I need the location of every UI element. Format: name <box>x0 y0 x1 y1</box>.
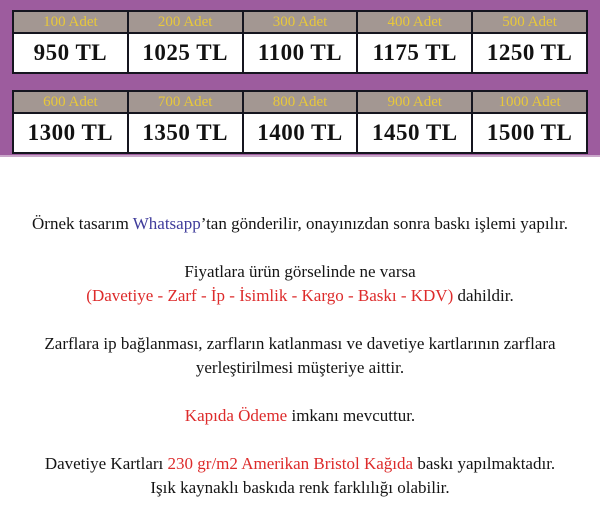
quantity-header-row <box>13 11 587 33</box>
price-table-600-1000 <box>12 90 588 154</box>
price-table-100-500 <box>12 10 588 74</box>
price-value: 1450 TL <box>357 113 472 153</box>
quantity-header: 500 Adet <box>472 11 587 33</box>
quantity-header: 1000 Adet <box>472 91 587 113</box>
price-value: 1100 TL <box>243 33 358 73</box>
price-value: 1400 TL <box>243 113 358 153</box>
quantity-header-row <box>13 91 587 113</box>
cod-red: Kapıda Ödeme <box>184 406 288 425</box>
paper-pre: Davetiye Kartları <box>44 454 168 473</box>
quantity-header: 700 Adet <box>128 91 243 113</box>
notes-section <box>0 157 600 500</box>
price-value-row <box>13 113 587 153</box>
whatsapp-highlight: Whatsapp <box>132 214 201 233</box>
included-items-red: (Davetiye - Zarf - İp - İsimlik - Kargo - Baskı - KDV) <box>86 286 454 305</box>
price-banner <box>0 0 600 157</box>
note-cod <box>8 404 592 428</box>
quantity-header: 800 Adet <box>243 91 358 113</box>
note-design-approval <box>8 212 592 236</box>
paper-color-warning: Işık kaynaklı baskıda renk farklılığı olabilir. <box>150 478 450 497</box>
note-assembly: Zarflara ip bağlanması, zarfların katlanması ve davetiye kartlarının zarflara yerleştirilmesi müşteriye aittir. <box>44 334 556 377</box>
quantity-header: 600 Adet <box>13 91 128 113</box>
price-value: 1025 TL <box>128 33 243 73</box>
quantity-header: 300 Adet <box>243 11 358 33</box>
price-value: 1300 TL <box>13 113 128 153</box>
price-value: 950 TL <box>13 33 128 73</box>
quantity-header: 200 Adet <box>128 11 243 33</box>
quantity-header: 100 Adet <box>13 11 128 33</box>
design-note-pre: Örnek tasarım <box>32 214 133 233</box>
price-value: 1250 TL <box>472 33 587 73</box>
quantity-header: 400 Adet <box>357 11 472 33</box>
paper-post: baskı yapılmaktadır. <box>413 454 556 473</box>
included-intro-line: Fiyatlara ürün görselinde ne varsa <box>184 262 416 281</box>
included-items-line <box>8 284 592 308</box>
design-note-post: ’tan gönderilir, onayınızdan sonra baskı işlemi yapılır. <box>200 214 568 233</box>
included-items-post: dahildir. <box>453 286 514 305</box>
note-price-included <box>8 260 592 308</box>
note-paper <box>8 452 592 500</box>
quantity-header: 900 Adet <box>357 91 472 113</box>
price-value: 1350 TL <box>128 113 243 153</box>
price-value: 1500 TL <box>472 113 587 153</box>
price-value-row <box>13 33 587 73</box>
paper-red: 230 gr/m2 Amerikan Bristol Kağıda <box>167 454 414 473</box>
price-value: 1175 TL <box>357 33 472 73</box>
cod-post: imkanı mevcuttur. <box>287 406 416 425</box>
